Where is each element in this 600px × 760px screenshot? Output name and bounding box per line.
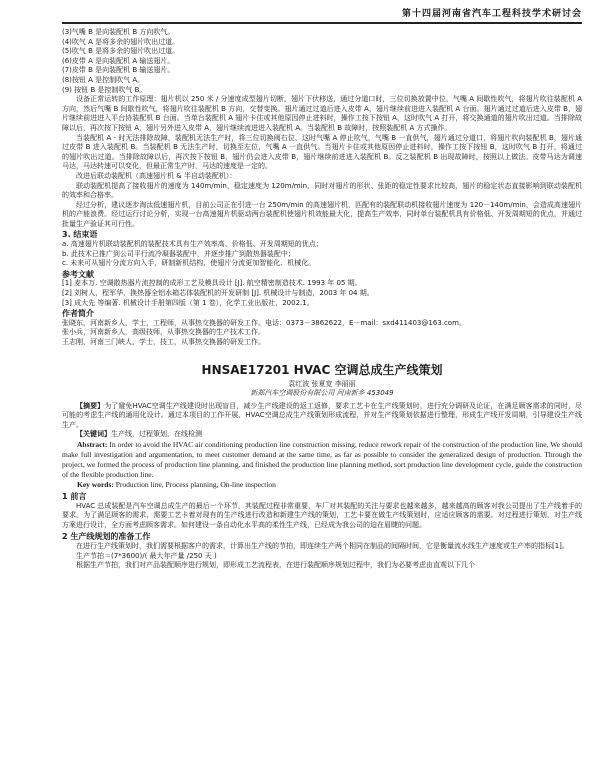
improvement-heading: 改进后联动装配机（高速翅片机 & 半自动装配机）： bbox=[76, 171, 237, 180]
running-header: 第十四届河南省汽车工程科技学术研讨会 bbox=[62, 6, 582, 24]
reference-item: [3] 成大先 等编著. 机械设计手册第四版（第 1 卷），化学工业出版社，2002.1。 bbox=[62, 298, 314, 307]
article-affiliation: 新郑汽车空调股份有限公司 河南新乡 453049 bbox=[250, 388, 394, 397]
conclusion-heading: 3. 结束语 bbox=[62, 230, 98, 240]
keywords-zh-label: 【关键词】 bbox=[76, 430, 111, 439]
text-column bbox=[62, 28, 582, 571]
section-heading: 1 前言 bbox=[62, 491, 87, 501]
article-authors: 袁红波 张夏宽 李丽丽 bbox=[288, 379, 356, 388]
formula: 生产节拍＝(7*3600)/( 最大年产量 /250 天 ) bbox=[76, 551, 217, 560]
keywords-en bbox=[62, 480, 582, 490]
conclusion-item: b. 此技术已推广到公司平行流冷凝器装配中，并逐步推广到散热器装配中； bbox=[62, 249, 295, 258]
abstract-zh-text: 为了避免HVAC空调生产线建设时出现盲目，减少生产线建设的返工返修，要求工艺卡在生产线策划时，进行充分调研及论证，在满足顾客需求的同时，尽可能的考虑生产线的通用化设计。通过本项目的工作开展，HVAC空调总成生产线策划形成流程，并对生产线策划依据进行整理，形成生产线开发周期，引导建设生产线生产。 bbox=[62, 401, 583, 429]
keywords-en-label: Key words: bbox=[77, 479, 114, 489]
body-paragraph: 联动装配机提高了接收翅片的速度为 140m/min，稳定速度为 120m/min，同时对翅片的形状、张距的稳定性要求比较高，翅片的稳定状态直接影响到联动装配机的效率和合格率。 bbox=[62, 181, 582, 200]
reference-item: [2] 刘树人，程军华，换热器全铝水箱芯体装配机的开发研制 [J]. 机械设计与制造，2003 年 04 期。 bbox=[62, 289, 374, 298]
body-paragraph: 当装配机 A - 时无法排除故障，装配机无法生产时，将三位切换阀右位，这时气嘴 A 停止吹气，气嘴 B 一直供气，翅片通过分道口，将翅片吹向装配机 B，翅片通过皮带 B 进入装配机 B。当装配机 B 无法生产时，切换至左位，气嘴 A 一直供气。当翅片卡住或其他原因停止进料时，操作工按下按钮 B，这时吹气 B 打开，将通过的翅片吹出过道。当排除故障以后，再次按下按钮 B，翅片仍会进入皮带 B，翅片继续前进进入装配机 B。反之装配机 B 出现故障时，按照以上做法。皮带马达为调速马达，马达转速可以变化，但最正常生产时，马达的速度是一定的。 bbox=[62, 133, 582, 171]
reference-item: [1] 麦本万. 空调散热器片流控制的成形工艺及模具设计 [J]. 航空精密制造技术. 1993 年 05 期。 bbox=[62, 279, 362, 288]
body-paragraph: 经过分析，建议逐步淘汰低速翅片机，目前公司正在引进一台 250m/min 的高速翅片机，匹配有的装配联动机接收翅片速度为 120－140m/min，会造成高速翅片机的产能浪费。经过运行讨论分析，实现一台高速翅片机驱动两台装配机使翅片机效能最大化，提高生产效率，同时单台装配机具有价格低、开发周期短的优点，并通过批量生产验证其可行性。 bbox=[62, 200, 582, 228]
step-item: (3)气嘴 B 是向装配机 B 方向吹气。 bbox=[62, 28, 175, 36]
author-bio: 王志刚，河南三门峡人，学士，技工，从事热交换器的研发工作。 bbox=[62, 338, 265, 346]
article-title: HNSAE17201 HVAC 空调总成生产线策划 bbox=[201, 362, 443, 377]
conclusion-item: a. 高速翅片机联动装配机的装配技术具有生产效率高、价格低、开发周期短的优点； bbox=[62, 240, 323, 249]
step-item: (5)吹气 B 是将多余的翅片吹出过道。 bbox=[62, 47, 180, 56]
author-bio: 张小兵，河南新乡人，高级技师，从事热交换器的生产技术工作。 bbox=[62, 328, 265, 337]
keywords-en-text: Production line, Process planning, On-line inspection bbox=[115, 479, 276, 489]
step-item: (4)吹气 A 是将多余的翅片吹出过道。 bbox=[62, 37, 180, 46]
step-item: (9) 按钮 B 是控制吹气 B。 bbox=[62, 85, 147, 94]
step-item: (7)皮带 B 是向装配机 B 输送翅片。 bbox=[62, 66, 175, 75]
section-heading: 2 生产线规划的准备工作 bbox=[62, 532, 151, 542]
abstract-zh-label: 【摘要】 bbox=[76, 401, 105, 410]
body-paragraph: HVAC 总成装配是汽车空调总成生产的最后一个环节，其装配过程非常重要，车厂对其装配的关注与要求也越来越多，越来越高的顾客对我公司提出了生产线着手的要求。为了满足顾客的需求，需要工艺卡着对现有的生产线进行改造和新建生产线的策划，工艺卡要在做生产线策划时，应适应顾客的需要。对过程进行策划，对生产线方案进行设计，全方面考虑顾客需求。如何建设一条自动化水平高的柔性生产线，已经成为我公司的迫在眉睫的问题。 bbox=[62, 501, 582, 529]
body-paragraph: 根据生产节拍，我们对产品装配顺序进行规划，即形成工艺流程表，在进行装配顺序规划过程中，我们为必要考虑由直观以下几个 bbox=[76, 561, 475, 570]
abstract-en bbox=[62, 440, 582, 480]
step-item: (8)按钮 A 是控制吹气 A。 bbox=[62, 75, 145, 84]
body-paragraph: 在进行生产线策划时，我们需要根据客户的需求，计算出生产线的节拍，即连续生产两个相同在制品的间隔时间，它是衡量流水线生产速度或生产率的指标[1]。 bbox=[76, 541, 569, 550]
author-bio-heading: 作者简介 bbox=[62, 309, 94, 319]
references-heading: 参考文献 bbox=[62, 269, 94, 279]
abstract-en-text: In order to avoid the HVAC air conditioning production line construction missing, reduce rework repair of the construction of the production line, We should make full investigation and argumentation, to meet customer demand at the same time, as far as possible to consider the generalized design of production. Through the project, we formed the process of production line planning, and finished the production line planning method, sort production line development cycle, guide the construction of the flexible production line. bbox=[62, 439, 583, 479]
abstract-en-label: Abstract: bbox=[77, 439, 108, 449]
author-bio: 张晓东，河南新乡人，学士，工程师，从事热交换器的研发工作。电话：0373－3862622，E－mail：sxd411403@163.com。 bbox=[62, 318, 466, 327]
abstract-zh bbox=[62, 402, 582, 431]
step-item: (6)皮带 A 是向装配机 A 输送翅片。 bbox=[62, 56, 175, 65]
keywords-zh bbox=[62, 430, 582, 440]
body-paragraph: 设备正常运转的工作原理：翅片机以 250 米 / 分速度成型翅片切断，翅片下伏移送，通过分道口时，三位切换放置中位，气嘴 A 间歇性吹气，将翅片吹往装配机 A 方向，然后气嘴 B 间歇性吹气，将翅片吹往装配机 B 方向，交替变换。翅片通过过道后进入皮带 A，翅片继续前进进入装配机 A 台面。翅片通过过道后进入皮带 B，翅片继续前进进入平台协装配机 B 台面。当单台装配机 A 翅片卡住或其他原因停止进料时，操作工按下按钮 A，这时吹气 A 打开，将交换通道的翅片吹出过道。当排除故障以后，再次按下按钮 A，翅片另外进入皮带 A，翅片继续流进进入装配机 A。当装配机 B 故障时，按照装配机 A 方式操作。 bbox=[62, 95, 582, 132]
conclusion-item: c. 未来可从翅片分流方向入手，研制新机结构，使翅片分流更加智能化、机械化。 bbox=[62, 259, 316, 268]
keywords-zh-text: 生产线，过程策划，在线检测 bbox=[111, 430, 202, 439]
